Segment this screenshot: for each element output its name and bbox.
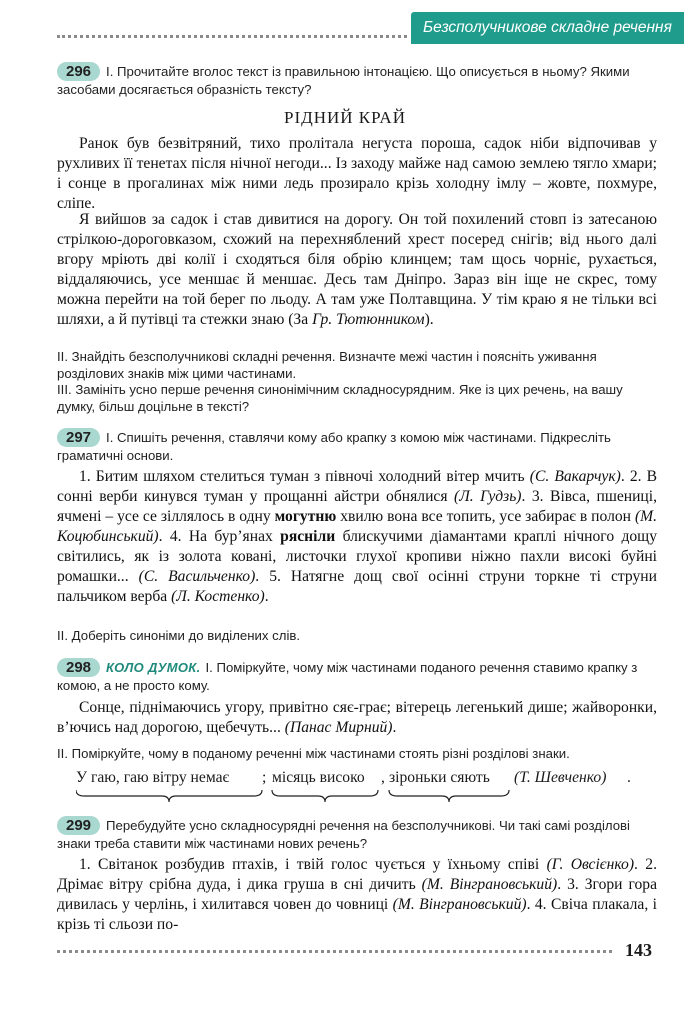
paragraph-text: Ранок був безвітряний, тихо пролітала негуста пороша, садок ніби відпочивав у рухливих її тенетах після нічної негоди... Із заходу майже над самою землею тягло хмари; і сонце в прогалинах між ними ледь прозирало крізь холодну імлу – жовте, похмуре, сліпе. — [57, 135, 657, 212]
exercise-number-badge: 298 — [57, 658, 100, 677]
exercise-298-task2 — [57, 745, 657, 762]
author-citation: (М. Вінграновський) — [392, 896, 527, 913]
task-text: Перебудуйте усно складносурядні речення на безсполучникові. Чи такі самі розділові знаки треба ставити між частинами нових речень? — [57, 818, 630, 851]
paragraph-2 — [57, 210, 657, 330]
header-edge — [684, 12, 690, 44]
punctuation: . — [264, 588, 269, 605]
text-title: РІДНИЙ КРАЙ — [284, 108, 406, 127]
sentence-text: хвилю вона все топить, усе забирає в полон — [340, 508, 631, 525]
exercise-297-task1 — [57, 428, 657, 464]
sentence-text: . 2. Дрімає вітру срібна дуда, і дика груша в сні дичить — [57, 856, 657, 893]
author-citation: (Панас Мирний) — [284, 719, 393, 736]
exercise-298-task1 — [57, 658, 657, 694]
kolo-dumok-tag: КОЛО ДУМОК. — [106, 660, 201, 675]
section-header-tab — [411, 12, 690, 44]
task-text: I. Прочитайте вголос текст із правильною інтонацією. Що описується в ньому? Якими засобами досягається образність тексту? — [57, 64, 630, 97]
bottom-dotted-rule — [57, 950, 612, 953]
sentence-text: . 4. Свіча плакала, і крізь ті сльози по- — [57, 896, 657, 933]
page-number: 143 — [625, 940, 652, 960]
sentence-text: . 3. Згори гора дивилась у черлінь, і хилитався човен до човниці — [57, 876, 657, 913]
author-citation: (С. Вакарчук) — [529, 468, 621, 485]
sentence-text: Сонце, піднімаючись угору, привітно сяє-грає; вітерець легенький дише; жайворонки, в’ючись над дорогою, щебечуть... — [57, 699, 657, 736]
sentence-part-3: зіроньки сяють — [389, 769, 490, 786]
task-text: III. Замініть усно перше речення синонімічним складносурядним. Яке із цих речень, на вашу думку, більш доцільне в тексті? — [57, 382, 623, 414]
punctuation: . — [392, 719, 397, 736]
underbrace-part-3 — [389, 790, 509, 802]
highlighted-word: могутню — [274, 508, 337, 525]
exercise-296-task3 — [57, 381, 657, 415]
separator-comma: , — [381, 769, 385, 786]
task-text: II. Знайдіть безсполучникові складні речення. Визначте межі частин і поясніть уживання розділових знаків між цими частинами. — [57, 349, 597, 381]
section-title: Безсполучникове складне речення — [423, 19, 672, 36]
sentence-text: . 4. На бур’янах — [158, 528, 273, 545]
exercise-296-task2 — [57, 348, 657, 382]
task-text: I. Спишіть речення, ставлячи кому або крапку з комою між частинами. Підкресліть граматичні основи. — [57, 430, 611, 463]
bracketed-sentence — [76, 768, 676, 804]
task-text: II. Поміркуйте, чому в поданому реченні між частинами стоять різні розділові знаки. — [57, 746, 570, 761]
sentence-text: . 5. Натягне дощ свої осінні струни торкне ті струни пальчиком верба — [57, 568, 657, 605]
author-citation: (С. Васильченко) — [138, 568, 256, 585]
task-text: II. Доберіть синоніми до виділених слів. — [57, 628, 301, 643]
sentence-text: блискучими діамантами краплі нічного дощу світились, як із золота ковані, листочки глухої кропиви ніжно пахли високі буйні ромашки... — [57, 528, 657, 585]
paragraph-1 — [57, 134, 657, 214]
task-text: I. Поміркуйте, чому між частинами поданого речення ставимо крапку з комою, а не просто кому. — [57, 660, 638, 693]
sentence-text: . 2. В сонні верби кинувся туман у прощанні айстри обнялися — [57, 468, 658, 505]
author-citation: (Л. Костенко) — [171, 588, 265, 605]
sentence-part-2: місяць високо — [272, 769, 365, 786]
punctuation: . — [627, 769, 631, 786]
author-citation: (Т. Шевченко) — [514, 769, 607, 786]
exercise-299-sentences — [57, 855, 657, 935]
author-citation: (Г. Овсієнко) — [546, 856, 635, 873]
underbrace-part-1 — [76, 790, 262, 802]
underbraces — [76, 788, 676, 804]
paragraph-text: Я вийшов за садок і став дивитися на дорогу. Он той похилений стовп із затесаною стрілкою-дороговказом, схожий на перехняблений хрест посеред снігів; від нього далі вгору мріють дві колії і сходяться біля обрію клинцем; там щось чорніє, рухається, віддаляючись, усе меншає й меншає. Десь там Дніпро. Зараз він іще не скрес, тому можна перейти на той берег по льоду. А там уже Полтавщина. У тім краю я не тільки всі шляхи, а й путівці та стежки знаю (За — [57, 211, 657, 328]
sentence-text: . 3. Вівса, пшениці, ячмені – усе се зіллялось в одну — [57, 488, 658, 525]
author-citation: Гр. Тютюнником — [312, 311, 425, 328]
separator-semicolon: ; — [262, 769, 267, 786]
sentence-text: 1. Світанок розбудив птахів, і твій голос чується у їхньому співі — [79, 856, 540, 873]
exercise-297-task2 — [57, 627, 657, 644]
exercise-297-sentences — [57, 467, 657, 607]
highlighted-word: рясніли — [280, 528, 336, 545]
exercise-number-badge: 296 — [57, 62, 100, 81]
punctuation: ). — [424, 311, 434, 328]
exercise-299-task1 — [57, 816, 657, 852]
author-citation: (Л. Гудзь) — [454, 488, 522, 505]
sentence-text: 1. Битим шляхом стелиться туман з півночі холодний вітер мчить — [79, 468, 525, 485]
author-citation: (М. Вінграновський) — [421, 876, 558, 893]
exercise-number-badge: 299 — [57, 816, 100, 835]
exercise-number-badge: 297 — [57, 428, 100, 447]
sentence-part-1: У гаю, гаю вітру немає — [76, 769, 230, 786]
top-dotted-rule — [57, 35, 407, 38]
exercise-296-task1 — [57, 62, 657, 98]
author-citation: (М. Коцюбинський) — [57, 508, 658, 545]
underbrace-part-2 — [272, 790, 378, 802]
exercise-298-sentence — [57, 698, 657, 738]
